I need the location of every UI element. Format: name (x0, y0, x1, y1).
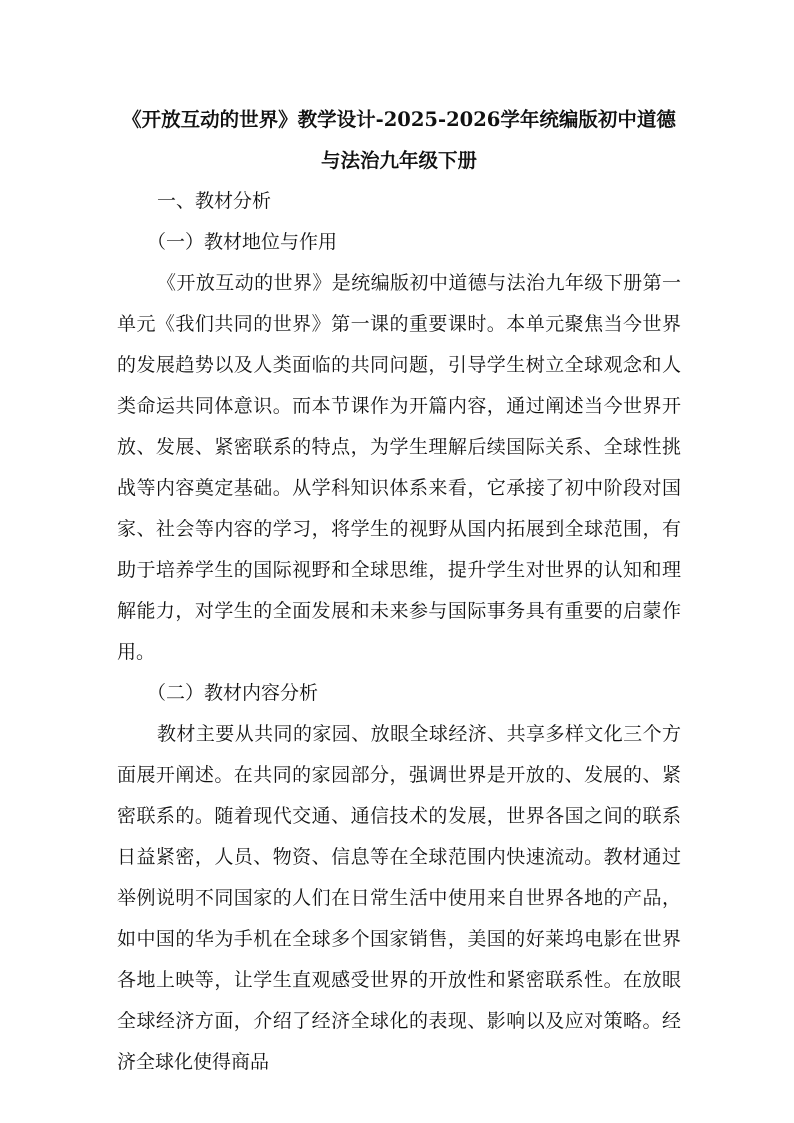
document-title: 《开放互动的世界》教学设计-2025-2026学年统编版初中道德与法治九年级下册 (122, 108, 676, 172)
subsection-heading-position-role: （一）教材地位与作用 (147, 231, 338, 253)
paragraph-content-analysis: 教材主要从共同的家园、放眼全球经济、共享多样文化三个方面展开阐述。在共同的家园部分，强调世界是开放的、发展的、紧密联系的。随着现代交通、通信技术的发展，世界各国之间的联系日益紧密，人员、物资、信息等在全球范围内快速流动。教材通过举例说明不同国家的人们在日常生活中使用来自世界各地的产品，如中国的华为手机在全球多个国家销售，美国的好莱坞电影在世界各地上映等，让学生直观感受世界的开放性和紧密联系性。在放眼全球经济方面，介绍了经济全球化的表现、影响以及应对策略。经济全球化使得商品 (117, 723, 681, 1073)
subsection-heading-content-analysis: （二）教材内容分析 (147, 682, 319, 704)
section-heading-textbook-analysis: 一、教材分析 (157, 190, 272, 212)
paragraph-position-role: 《开放互动的世界》是统编版初中道德与法治九年级下册第一单元《我们共同的世界》第一课的重要课时。本单元聚焦当今世界的发展趋势以及人类面临的共同问题，引导学生树立全球观念和人类命运共同体意识。而本节课作为开篇内容，通过阐述当今世界开放、发展、紧密联系的特点，为学生理解后续国际关系、全球性挑战等内容奠定基础。从学科知识体系来看，它承接了初中阶段对国家、社会等内容的学习，将学生的视野从国内拓展到全球范围，有助于培养学生的国际视野和全球思维，提升学生对世界的认知和理解能力，对学生的全面发展和未来参与国际事务具有重要的启蒙作用。 (117, 272, 681, 663)
